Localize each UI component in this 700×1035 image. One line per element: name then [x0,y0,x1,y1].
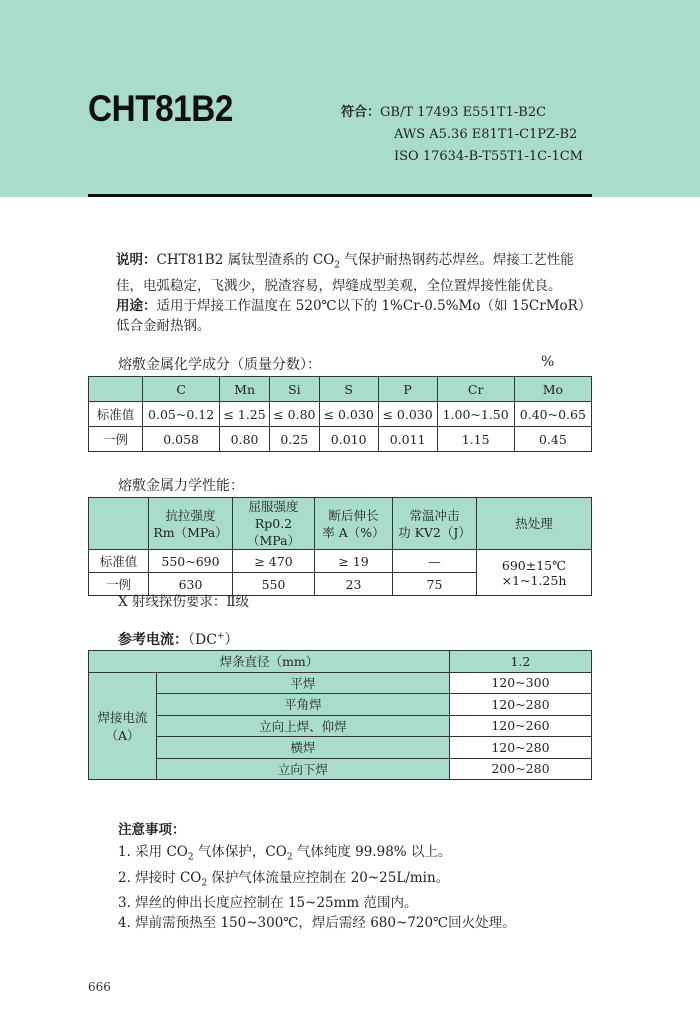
table-cell: ≤ 1.25 [220,402,270,427]
page-number: 666 [88,980,111,994]
header-line: Rp0.2（MPa） [246,516,301,548]
header-line: 屈服强度 [248,499,299,514]
diameter-label: 焊条直径（mm） [89,651,450,673]
note-text: 2. 焊接时 CO [118,869,202,886]
side-label-line: （A） [105,727,140,743]
xray-requirement: X 射线探伤要求：Ⅱ级 [118,594,250,610]
standard-iso: ISO 17634-B-T55T1-1C-1CM [394,149,583,164]
row-label: 标准值 [89,402,143,427]
header-line: 抗拉强度 [165,507,216,523]
current-dc: （DC [188,632,217,648]
note-item [118,868,516,894]
table-cell: 0.010 [319,427,378,452]
standard-line-1 [341,102,583,124]
mechanical-header-cell [393,498,477,550]
table-cell: ≤ 0.030 [319,402,378,427]
chemistry-header-row [89,377,592,402]
diameter-value: 1.2 [449,651,591,673]
side-label-line: 焊接电流 [97,709,148,725]
mechanical-header-cell [315,498,393,550]
chemistry-unit: % [541,354,555,370]
current-dc-sup: + [216,631,225,642]
table-cell: 550 [233,573,315,596]
table-cell: ≤ 0.80 [269,402,319,427]
usage-text: 适用于焊接工作温度在 520℃以下的 1%Cr-0.5%Mo（如 15CrMoR）低合金耐热钢。 [116,297,592,334]
chemistry-header-cell [89,377,143,402]
table-cell: 1.15 [437,427,514,452]
standards-label: 符合： [341,105,381,120]
mechanical-header-cell [233,498,315,550]
mechanical-header-row [89,498,592,550]
header-line: 断后伸长 [328,507,379,523]
chemistry-header-cell: S [319,377,378,402]
description-label: 说明： [116,252,157,268]
mechanical-header-cell: 热处理 [477,498,592,550]
table-cell: 0.80 [220,427,270,452]
product-title: CHT81B2 [88,88,233,129]
table-cell: 630 [149,573,233,596]
mechanical-header-cell [89,498,149,550]
current-value: 120~280 [449,694,591,716]
mechanical-title: 熔敷金属力学性能： [118,478,244,494]
table-row [89,694,592,716]
co2-sub: 2 [187,852,194,863]
standards-block [341,102,583,168]
table-cell: 0.45 [514,427,591,452]
table-cell: 550~690 [149,550,233,573]
table-row [89,427,592,452]
chemistry-title: 熔敷金属化学成分（质量分数）： [118,357,321,373]
note-text: 气体保护，CO [193,844,287,860]
table-cell: 0.058 [143,427,220,452]
table-cell: 75 [393,573,477,596]
description-text-b: 气保护耐热钢药芯焊丝。焊接工艺性能佳，电弧稳定，飞溅少，脱渣容易，焊缝成型美观，全位置焊接性能优良。 [116,252,574,294]
chemistry-header-cell: Mo [514,377,591,402]
current-value: 120~300 [449,672,591,694]
chemistry-header-cell: Cr [437,377,514,402]
table-row [89,715,592,737]
row-label: 标准值 [89,550,149,573]
table-cell: ≤ 0.030 [378,402,437,427]
table-cell: 0.25 [269,427,319,452]
header-line: 率 A（%） [322,524,385,540]
chemistry-header-cell: P [378,377,437,402]
table-cell: ≥ 19 [315,550,393,573]
position-label: 平焊 [157,672,450,694]
usage-label: 用途： [116,297,157,314]
table-row [89,672,592,694]
note-text: 气体纯度 99.98% 以上。 [292,844,452,860]
table-cell: ≥ 470 [233,550,315,573]
table-row [89,758,592,780]
position-label: 立向上焊、仰焊 [157,715,450,737]
table-row [89,402,592,427]
heat-treatment-cell: 690±15℃ ×1~1.25h [477,550,592,596]
standard-aws: AWS A5.36 E81T1-C1PZ-B2 [394,127,578,142]
table-row [89,550,592,573]
note-item [118,842,516,868]
co2-sub: 2 [286,852,293,863]
current-title-block [118,629,238,649]
position-label: 平角焊 [157,694,450,716]
current-side-label [89,672,157,780]
table-cell: 23 [315,573,393,596]
position-label: 横焊 [157,737,450,759]
current-title: 参考电流： [118,632,188,648]
position-label: 立向下焊 [157,758,450,780]
co2-sub: 2 [201,878,208,889]
note-item: 3. 焊丝的伸出长度应控制在 15~25mm 范围内。 [118,895,418,912]
chemistry-header-cell: Mn [220,377,270,402]
chemistry-header-cell: Si [269,377,319,402]
description-co2-sub: 2 [334,260,341,271]
current-dc-end: ） [224,632,239,648]
table-cell: 1.00~1.50 [437,402,514,427]
current-value: 120~280 [449,737,591,759]
current-table [88,650,592,780]
row-label: 一例 [89,573,149,596]
header-line: 功 KV2（J） [398,524,471,540]
header-line: Rm（MPa） [153,524,228,540]
table-cell: — [393,550,477,573]
table-row [89,737,592,759]
current-value: 120~260 [449,715,591,737]
note-text: 保护气体流量应控制在 20~25L/min。 [207,869,450,886]
table-cell: 0.40~0.65 [514,402,591,427]
note-item: 4. 焊前需预热至 150~300℃，焊后需经 680~720℃回火处理。 [118,915,516,932]
mechanical-table [88,497,592,596]
chemistry-header-cell: C [143,377,220,402]
header-line: 常温冲击 [409,507,460,523]
row-label: 一例 [89,427,143,452]
current-value: 200~280 [449,758,591,780]
description-text-a: CHT81B2 属钛型渣系的 CO [156,252,335,268]
standard-gb: GB/T 17493 E551T1-B2C [380,105,547,120]
diameter-row [89,651,592,673]
table-cell: 0.011 [378,427,437,452]
table-cell: 0.05~0.12 [143,402,220,427]
notes-title: 注意事项： [118,822,186,838]
chemistry-table [88,376,592,452]
header-rule [88,194,592,197]
description-paragraph [88,250,594,336]
notes-section [118,820,516,933]
note-text: 1. 采用 CO [118,844,188,860]
mechanical-header-cell [149,498,233,550]
